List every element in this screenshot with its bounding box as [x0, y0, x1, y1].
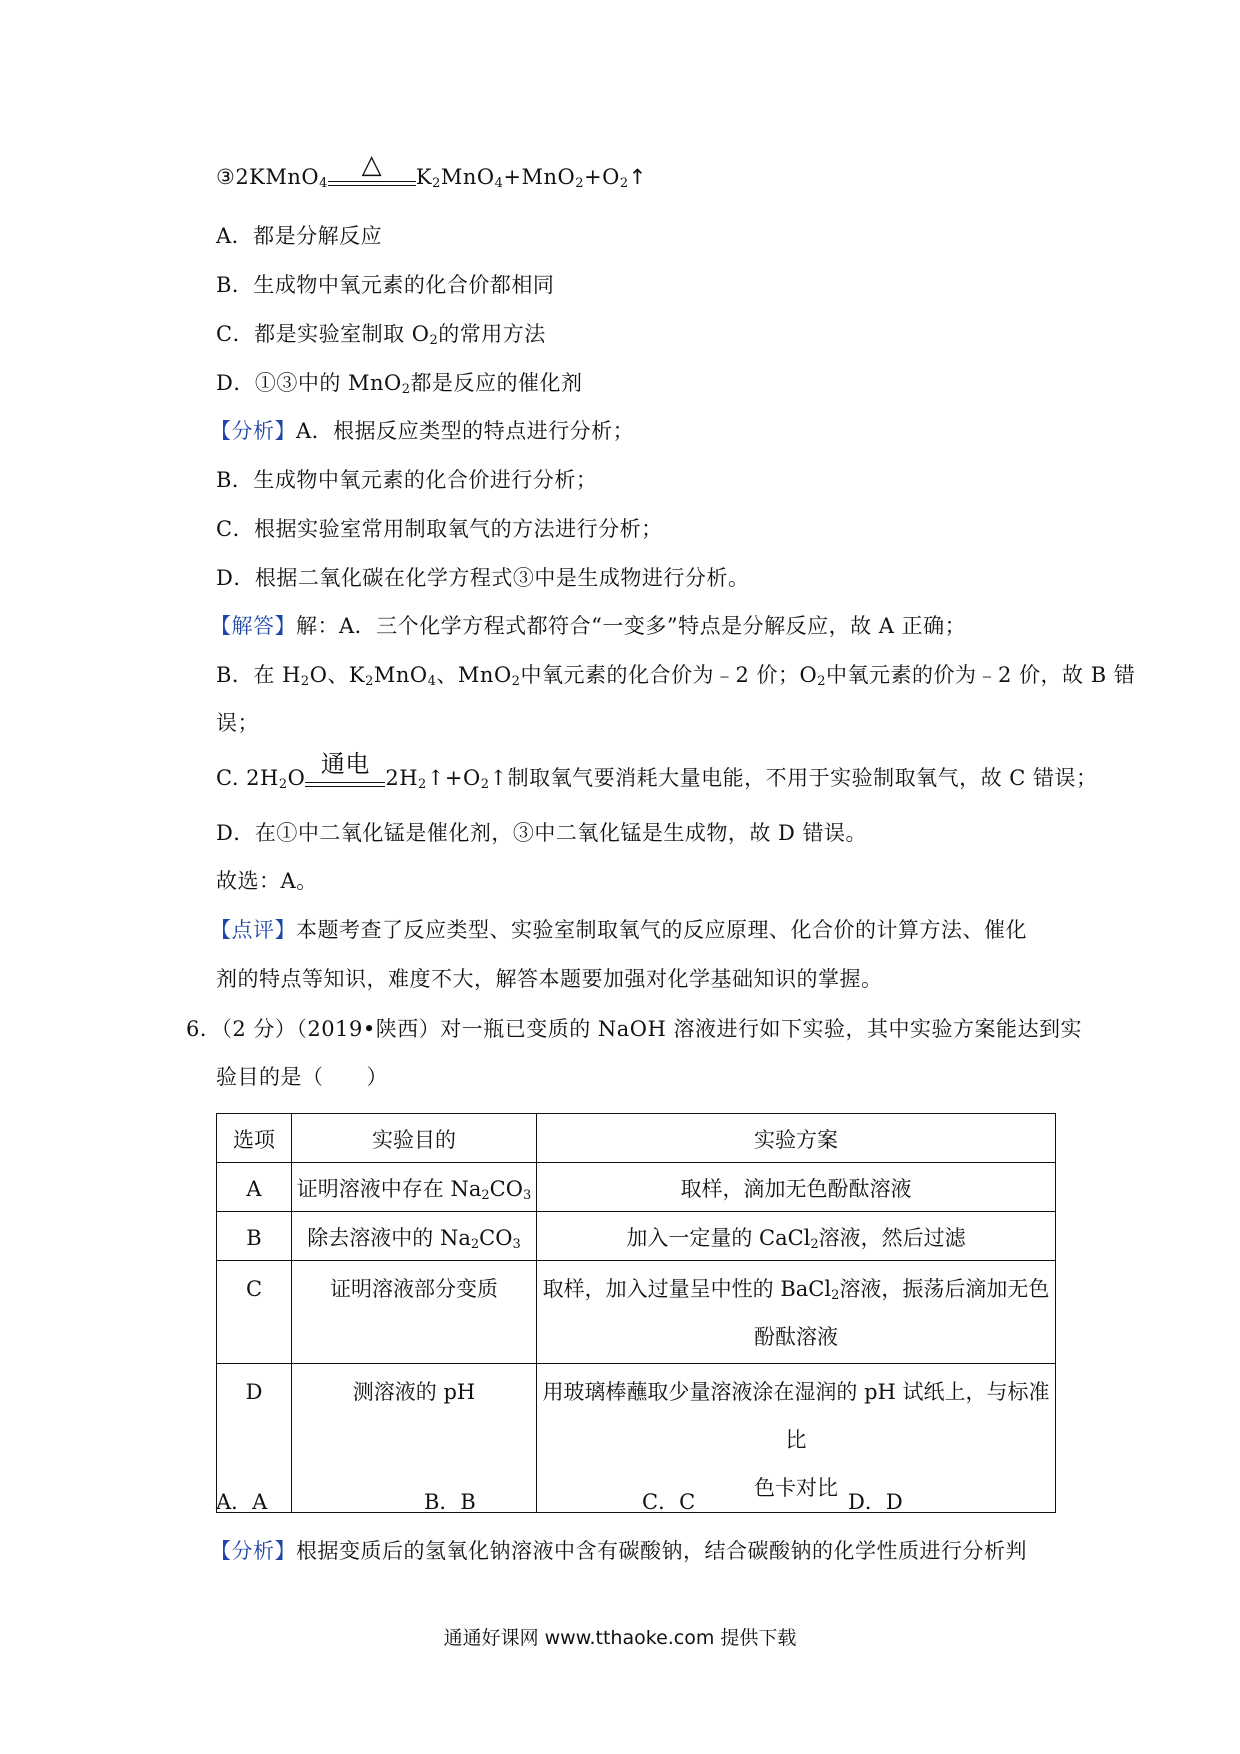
text: 根据变质后的氢氧化钠溶液中含有碳酸钠，结合碳酸钠的化学性质进行分析判: [296, 1539, 1027, 1563]
row-option: B: [217, 1212, 292, 1261]
experiment-table: [216, 1113, 1056, 1513]
text: 取样，加入过量呈中性的 BaCl: [542, 1277, 832, 1301]
answer-d: D．在①中二氧化锰是催化剂，③中二氧化锰是生成物，故 D 错误。: [216, 821, 868, 845]
eq-sub: 2: [575, 176, 585, 191]
heat-symbol: △: [361, 149, 383, 180]
question-6-line-2: 验目的是（ ）: [216, 1065, 388, 1089]
answer-b-cont: 误；: [216, 711, 259, 735]
text: 都是反应的催化剂: [410, 371, 583, 395]
electrolysis-label: 通电: [320, 749, 370, 778]
row-goal: 测溶液的 pH: [292, 1364, 537, 1513]
option-a: A．都是分解反应: [216, 224, 383, 248]
text: 的常用方法: [438, 322, 546, 346]
choice-d: D．D: [848, 1490, 903, 1514]
table-header-row: [217, 1114, 1056, 1163]
sub: 2: [429, 333, 439, 348]
text: 加入一定量的 CaCl: [626, 1226, 811, 1250]
text: A．根据反应类型的特点进行分析；: [296, 419, 635, 443]
option-b: B．生成物中氧元素的化合价都相同: [216, 273, 555, 297]
analysis-a: [210, 416, 634, 446]
text: 证明溶液中存在 Na: [296, 1177, 482, 1201]
text: 中氧元素的价为﹣2 价，故 B 错: [826, 663, 1136, 687]
text: 溶液，振荡后滴加无色: [839, 1277, 1050, 1301]
review-line-1: [210, 915, 1027, 945]
text: 中氧元素的化合价为﹣2 价；O: [520, 663, 818, 687]
choice-c: C．C: [642, 1490, 696, 1514]
sub: 4: [427, 674, 437, 689]
row-option: C: [217, 1261, 292, 1364]
analysis-tag: 【分析】: [210, 419, 296, 443]
text: ↑+O: [426, 766, 481, 790]
answer-final: 故选：A。: [216, 869, 318, 893]
sub: 2: [278, 777, 288, 792]
sub: 2: [831, 1288, 840, 1303]
text: 酚酞溶液: [754, 1325, 838, 1349]
row-option: D: [217, 1364, 292, 1513]
text: 本题考查了反应类型、实验室制取氧气的反应原理、化合价的计算方法、催化: [296, 918, 1027, 942]
text: 溶液，然后过滤: [818, 1226, 966, 1250]
question-6-line-1: 6．（2 分）（2019•陕西）对一瓶已变质的 NaOH 溶液进行如下实验，其中实验方案能达到实: [186, 1017, 1082, 1041]
header-plan: 实验方案: [537, 1114, 1056, 1163]
answer-tag: 【解答】: [210, 614, 296, 638]
eq-sub: 4: [319, 176, 328, 191]
text: 解：A．三个化学方程式都符合“一变多”特点是分解反应，故 A 正确；: [296, 614, 967, 638]
row-option: A: [217, 1163, 292, 1212]
choice-b: B．B: [424, 1490, 476, 1514]
row-plan: [537, 1261, 1056, 1364]
sub: 3: [522, 1188, 532, 1203]
sub: 3: [512, 1237, 521, 1252]
eq-text: MnO: [440, 165, 495, 189]
table-row: [217, 1163, 1056, 1212]
table-row: [217, 1261, 1056, 1364]
row-goal: [292, 1163, 537, 1212]
sub: 2: [418, 777, 427, 792]
analysis-d: D．根据二氧化碳在化学方程式③中是生成物进行分析。: [216, 566, 750, 590]
text: C．都是实验室制取 O: [216, 322, 430, 346]
eq-text: +MnO: [503, 165, 576, 189]
row-plan: [537, 1364, 1056, 1513]
q6-analysis: [210, 1536, 1027, 1566]
text: 用玻璃棒蘸取少量溶液涂在湿润的 pH 试纸上，与标准比: [542, 1380, 1050, 1452]
text: O: [287, 766, 306, 790]
row-plan: [537, 1212, 1056, 1261]
eq-text: ③2KMnO: [216, 165, 320, 189]
sub: 2: [300, 674, 310, 689]
review-tag: 【点评】: [210, 918, 296, 942]
eq-text: K: [415, 165, 433, 189]
answer-a: [210, 611, 966, 641]
text: 色卡对比: [754, 1476, 838, 1500]
eq-sub: 2: [619, 176, 629, 191]
text: CO: [489, 1177, 523, 1201]
text: ↑制取氧气要消耗大量电能，不用于实验制取氧气，故 C 错误；: [489, 766, 1098, 790]
text: D．①③中的 MnO: [216, 371, 402, 395]
sub: 2: [810, 1237, 819, 1252]
table-row: [217, 1364, 1056, 1513]
header-option: 选项: [217, 1114, 292, 1163]
reaction-condition: [328, 149, 416, 194]
analysis-tag: 【分析】: [210, 1539, 296, 1563]
reaction-condition: [305, 749, 385, 795]
text: B．在 H: [216, 663, 301, 687]
review-line-2: 剂的特点等知识，难度不大，解答本题要加强对化学基础知识的掌握。: [216, 967, 883, 991]
sub: 2: [511, 674, 521, 689]
text: 、MnO: [436, 663, 512, 687]
eq-text: +O: [584, 165, 620, 189]
sub: 2: [470, 1237, 480, 1252]
sub: 2: [817, 674, 826, 689]
text: MnO: [373, 663, 428, 687]
option-c: [216, 319, 546, 349]
answer-b: [216, 660, 1135, 690]
table-row: [217, 1212, 1056, 1261]
text: 除去溶液中的 Na: [307, 1226, 471, 1250]
text: C. 2H: [216, 766, 279, 790]
text: CO: [479, 1226, 513, 1250]
text: 2H: [385, 766, 419, 790]
sub: 2: [480, 777, 490, 792]
header-goal: 实验目的: [292, 1114, 537, 1163]
sub: 2: [481, 1188, 490, 1203]
analysis-b: B．生成物中氧元素的化合价进行分析；: [216, 468, 598, 492]
eq-sub: 4: [494, 176, 504, 191]
page-footer: 通通好课网 www.tthaoke.com 提供下载: [443, 1627, 797, 1649]
row-goal: [292, 1212, 537, 1261]
sub: 2: [401, 382, 411, 397]
text: O、K: [309, 663, 366, 687]
gas-arrow: ↑: [628, 165, 647, 189]
sub: 2: [365, 674, 374, 689]
row-plan: 取样，滴加无色酚酞溶液: [537, 1163, 1056, 1212]
row-goal: 证明溶液部分变质: [292, 1261, 537, 1364]
choice-a: A．A: [216, 1490, 268, 1514]
equation-3: [216, 149, 647, 194]
eq-sub: 2: [432, 176, 441, 191]
option-d: [216, 368, 583, 398]
analysis-c: C．根据实验室常用制取氧气的方法进行分析；: [216, 517, 663, 541]
answer-c: [216, 749, 1098, 795]
